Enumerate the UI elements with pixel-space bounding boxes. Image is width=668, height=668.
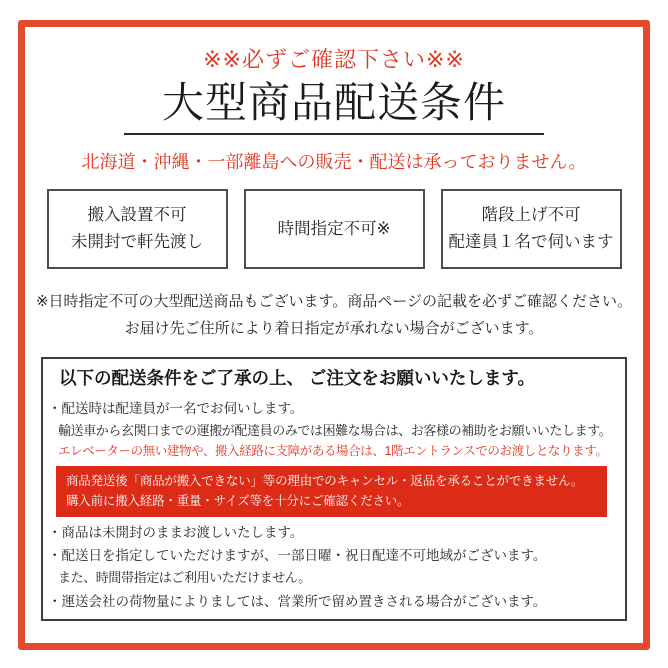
terms-heading: 以下の配送条件をご了承の上、 ご注文をお願いいたします。 bbox=[59, 367, 535, 388]
alert-cancel-line: 商品発送後「商品が搬入できない」等の理由でのキャンセル・返品を承ることができません。 bbox=[66, 473, 584, 488]
terms-box bbox=[41, 357, 627, 622]
attention-header: ※※必ずご確認下さい※※ bbox=[203, 47, 465, 72]
alert-box bbox=[56, 466, 607, 517]
page-title: 大型商品配送条件 bbox=[161, 79, 506, 126]
delivery-note bbox=[25, 289, 643, 342]
condition-box-time-slot-line1: 時間指定不可※ bbox=[277, 219, 391, 238]
condition-box-stairs-line1: 階段上げ不可 bbox=[481, 206, 581, 225]
condition-box-carry-in-line2: 未開封で軒先渡し bbox=[71, 233, 203, 252]
term-no-time-slot: また、時間帯指定はご利用いただけません。 bbox=[58, 570, 311, 586]
term-no-elevator-warning: エレベーターの無い建物や、搬入経路に支障がある場合は、1階エントランスでのお渡しとなります。 bbox=[58, 443, 608, 458]
term-unopened: ・商品は未開封のままお渡しいたします。 bbox=[48, 524, 304, 540]
condition-box-stairs bbox=[441, 189, 622, 269]
term-carry-help: 輸送車から玄関口までの運搬が配達員のみでは困難な場合は、お客様の補助をお願いいたします。 bbox=[58, 422, 612, 438]
condition-box-carry-in-line1: 搬入設置不可 bbox=[87, 206, 187, 225]
term-delivery-date: ・配送日を指定していただけますが、一部日曜・祝日配達不可地域がございます。 bbox=[48, 548, 547, 564]
condition-box-row bbox=[25, 189, 643, 269]
term-depot-hold: ・運送会社の荷物量によりましては、営業所で留め置きされる場合がございます。 bbox=[48, 593, 547, 609]
alert-check-line: 購入前に搬入経路・重量・サイズ等を十分にご確認ください。 bbox=[66, 493, 410, 508]
region-restriction-notice: 北海道・沖縄・一部離島への販売・配送は承っておりません。 bbox=[81, 152, 587, 173]
notice-frame bbox=[18, 20, 650, 650]
condition-box-carry-in bbox=[47, 189, 228, 269]
delivery-note-line2: お届け先ご住所により着日指定が承れない場合がございます。 bbox=[124, 319, 544, 337]
condition-box-time-slot bbox=[244, 189, 425, 269]
term-delivery-staff: ・配送時は配達員が一名でお伺いします。 bbox=[48, 400, 304, 416]
condition-box-stairs-line2: 配達員１名で伺います bbox=[448, 233, 614, 252]
delivery-note-line1: ※日時指定不可の大型配送商品もございます。商品ページの記載を必ずご確認ください。 bbox=[35, 293, 633, 311]
title-underline bbox=[124, 133, 544, 135]
